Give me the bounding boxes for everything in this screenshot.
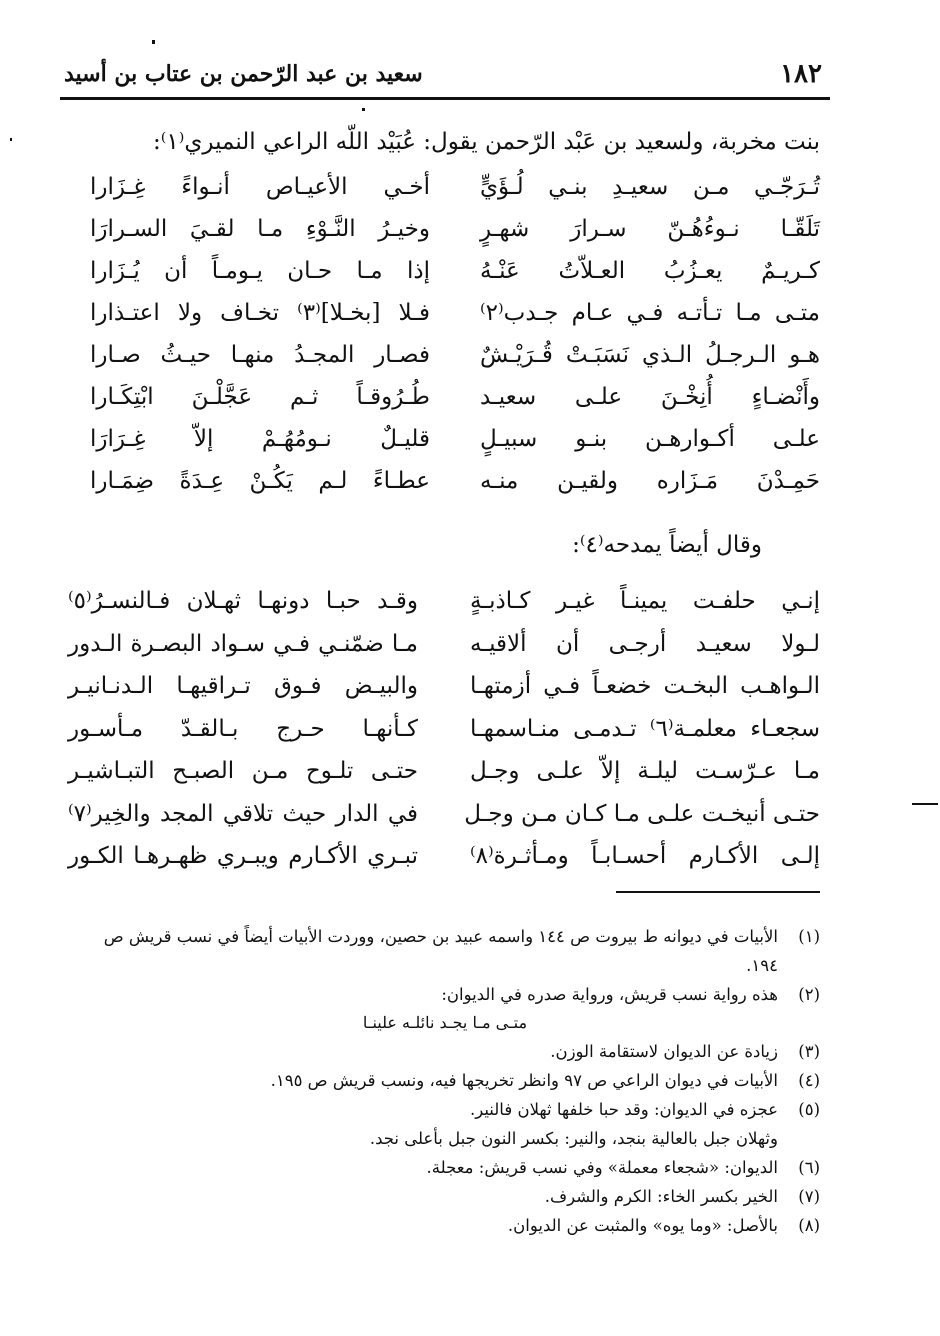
verse-second-hemistich: فصـار المجـدُ منهـا حيـثُ صـارا [90, 342, 430, 368]
verse-first-hemistich: هـو الـرجـلُ الـذي نَسَبَـتْ قُـرَيْـشٌ [480, 342, 820, 368]
verse-first-hemistich: إنـي حلفـت يمينـاً غيـر كـاذبـةٍ [470, 588, 820, 614]
footnote-text: الأبيات في ديوان الراعي ص ٩٧ وانظر تخريجها فيه، ونسب قريش ص ١٩٥. [270, 1071, 778, 1090]
verse-second-hemistich: وخيـرُ النَّـوْءِ مـا لقـيَ السـرارَا [90, 216, 430, 242]
scan-stroke [912, 803, 938, 805]
footnote-quoted-verse [70, 1009, 820, 1037]
footnote-number: (٤) [798, 1071, 820, 1090]
verse [68, 708, 820, 751]
verse-second-hemistich: طُـرُوقـاً ثـم عَجَّلْـنَ ابْتِكَـارا [90, 384, 430, 410]
verse-first-hemistich: حَمِـدْنَ مَـزَاره ولقيـن منـه [480, 468, 820, 494]
footnote [70, 1095, 820, 1124]
verse-first-hemistich: وأَنْضـاءٍ أُنِخْـنَ علـى سعيـد [480, 384, 820, 410]
verse-first-hemistich: مـا عـرّسـت ليلـة إلاّ علـى وجـل [470, 758, 820, 784]
scan-speck [10, 138, 12, 141]
footnote [70, 1182, 820, 1211]
footnote-number: (٨) [798, 1216, 820, 1235]
footnote-number: (٧) [798, 1187, 820, 1206]
footnote-number: (١) [798, 927, 820, 946]
footnote-text: الخير بكسر الخاء: الكرم والشرف. [544, 1187, 778, 1206]
verse [90, 166, 820, 208]
footnote-number: (٢) [798, 985, 820, 1004]
verse [68, 835, 820, 878]
verse [90, 334, 820, 376]
intro-line: بنت مخربة، ولسعيد بن عَبْد الرّحمن يقول: عُبَيْد اللّه الراعي النميري⁽١⁾: [152, 129, 820, 155]
footnote [70, 1153, 820, 1182]
footnotes [70, 922, 820, 1240]
verse-first-hemistich: متـى مـا تـأتـه فـي عـام جـدب⁽٢⁾ [480, 300, 820, 326]
verse-first-hemistich: سجعـاء معلمـة⁽٦⁾ تـدمـى منـاسمهـا [470, 715, 820, 742]
verse-first-hemistich: علـى أكـوارهـن بنـو سبيـلٍ [480, 426, 820, 452]
verse-second-hemistich: مـا ضمّنـي فـي سـواد البصـرة الـدور [68, 630, 418, 657]
verse-first-hemistich: إلـى الأكـارم أحسـابـاً ومـأثـرة⁽٨⁾ [470, 843, 820, 869]
verse-first-hemistich: الـواهـب البخـت خضعـاً فـي أزمتهـا [470, 673, 820, 699]
verse-second-hemistich: والبيـض فـوق تـراقيهـا الـدنـانيـر [68, 673, 418, 699]
scan-speck [152, 40, 155, 44]
footnote-number: (٥) [798, 1100, 820, 1119]
footnote-text: زيادة عن الديوان لاستقامة الوزن. [550, 1042, 778, 1061]
verse-first-hemistich: كـريـمٌ يعـزُبُ العـلاّتُ عَنْـهُ [480, 258, 820, 284]
verse [90, 460, 820, 502]
verse [90, 418, 820, 460]
verse-second-hemistich: وقـد حبـا دونهـا ثهـلان فـالنسـرُ⁽٥⁾ [68, 588, 418, 614]
footnote [70, 922, 820, 980]
footnote-continuation [70, 1124, 820, 1153]
verse [90, 292, 820, 334]
footnote [70, 1211, 820, 1240]
verse [90, 250, 820, 292]
poem-2 [68, 580, 820, 878]
verse-second-hemistich: في الدار حيث تلاقي المجد والخِير⁽٧⁾ [68, 800, 418, 827]
footnote [70, 1037, 820, 1066]
verse [68, 750, 820, 793]
verse-second-hemistich: عطـاءً لـم يَكُـنْ عِـدَةً ضِمَـارا [90, 468, 430, 494]
poem-1 [90, 166, 820, 502]
verse [90, 208, 820, 250]
footnote-text: هذه رواية نسب قريش، ورواية صدره في الديوان: [441, 985, 778, 1004]
verse-second-hemistich: أخـي الأعيـاص أنـواءً غِـزَارا [90, 174, 430, 200]
verse-second-hemistich: إذا مـا حـان يـومـاً أن يُـزَارا [90, 258, 430, 284]
verse-second-hemistich: قليـلٌ نـومُهُـمْ إلاّ غِـرَارَا [90, 426, 430, 452]
footnote-number: (٦) [798, 1158, 820, 1177]
verse-first-hemistich: حتـى أنيخـت علـى مـا كـان مـن وجـل [464, 800, 820, 827]
footnote-text: متـى مـا يجـد نائلـه علينـا [362, 1013, 528, 1032]
footnote-separator [616, 891, 820, 893]
verse [68, 793, 820, 836]
verse [68, 665, 820, 708]
page-number: ١٨٢ [780, 59, 822, 89]
page-header [60, 55, 830, 99]
footnote [70, 1066, 820, 1095]
verse-second-hemistich: تبـري الأكـارم ويبـري ظهـرهـا الكـور [68, 843, 418, 869]
footnote-text: بالأصل: «وما يوه» والمثبت عن الديوان. [507, 1216, 778, 1235]
footnote [70, 980, 820, 1009]
footnote-number: (٣) [798, 1042, 820, 1061]
verse-second-hemistich: فـلا [بخـلا]⁽٣⁾ تخـاف ولا اعتـذارا [90, 300, 430, 326]
verse-second-hemistich: حتـى تلـوح مـن الصبـح التبـاشيـر [68, 758, 418, 784]
verse [68, 580, 820, 623]
verse-first-hemistich: لـولا سعيـد أرجـى أن ألاقيـه [470, 630, 820, 657]
footnote-text: وثهلان جبل بالعالية بنجد، والنير: بكسر النون جبل بأعلى نجد. [369, 1129, 778, 1148]
verse [90, 376, 820, 418]
verse-first-hemistich: تُـرَجّـي مـن سعيـدِ بنـي لُـؤَيٍّ [480, 174, 820, 200]
scan-speck [362, 108, 365, 111]
footnote-text: عجزه في الديوان: وقد حبا خلفها ثهلان فالنير. [469, 1100, 778, 1119]
header-rule [60, 97, 830, 100]
verse-second-hemistich: كـأنهـا حـرج بـالقـدّ مـأسـور [68, 715, 418, 742]
transition-line: وقال أيضاً يمدحه⁽٤⁾: [572, 532, 762, 558]
verse [68, 623, 820, 666]
footnote-text: الأبيات في ديوانه ط بيروت ص ١٤٤ واسمه عبيد بن حصين، ووردت الأبيات أيضاً في نسب قريش ص ١٩٤. [103, 927, 778, 975]
footnote-text: الديوان: «شجعاء معملة» وفي نسب قريش: معجلة. [426, 1158, 778, 1177]
running-title: سعيد بن عبد الرّحمن بن عتاب بن أسيد [64, 61, 423, 87]
verse-first-hemistich: تَلَقّـا نـوءُهُـنّ سـرارَ شهـرٍ [480, 216, 820, 242]
